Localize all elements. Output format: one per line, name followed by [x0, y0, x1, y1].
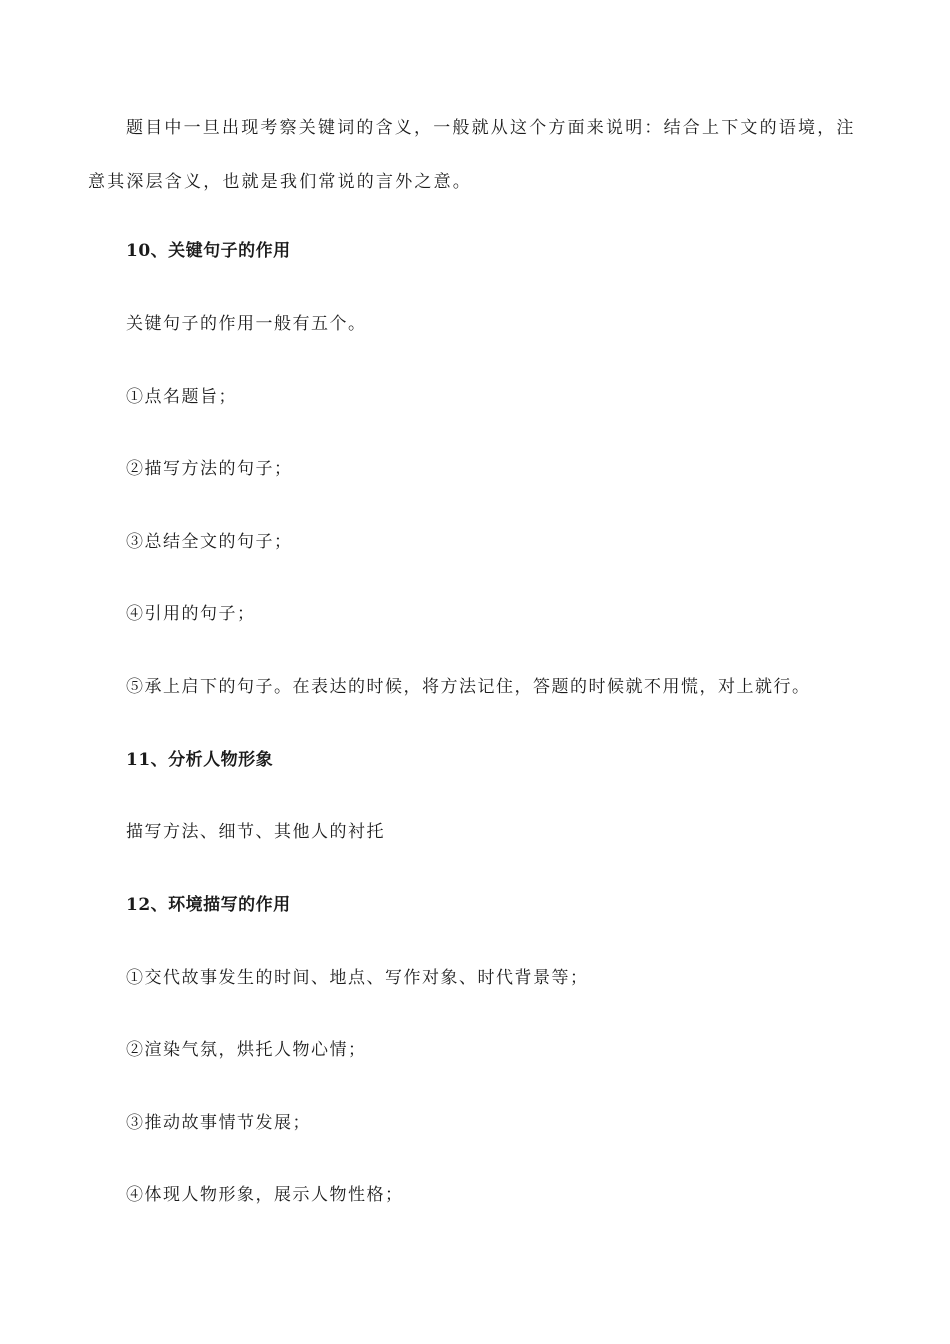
section-10-item-5: ⑤承上启下的句子。在表达的时候，将方法记住，答题的时候就不用慌，对上就行。 — [126, 677, 811, 697]
section-11-summary: 描写方法、细节、其他人的衬托 — [126, 822, 385, 842]
section-10-item-4: ④引用的句子； — [126, 604, 256, 624]
section-11-heading: 11、分析人物形象 — [126, 750, 274, 770]
section-12-item-3: ③推动故事情节发展； — [126, 1113, 311, 1133]
section-10-item-1: ①点名题旨； — [126, 387, 237, 407]
section-12-item-2: ②渲染气氛，烘托人物心情； — [126, 1040, 367, 1060]
intro-paragraph-line-2: 意其深层含义，也就是我们常说的言外之意。 — [88, 172, 472, 192]
section-10-item-2: ②描写方法的句子； — [126, 459, 293, 479]
section-10-heading: 10、关键句子的作用 — [126, 241, 291, 261]
section-12-heading: 12、环境描写的作用 — [126, 895, 291, 915]
intro-paragraph-line-1: 题目中一旦出现考察关键词的含义，一般就从这个方面来说明：结合上下文的语境，注 — [126, 118, 856, 138]
section-12-item-4: ④体现人物形象，展示人物性格； — [126, 1185, 404, 1205]
section-12-item-1: ①交代故事发生的时间、地点、写作对象、时代背景等； — [126, 968, 589, 988]
section-10-summary: 关键句子的作用一般有五个。 — [126, 314, 367, 334]
section-10-item-3: ③总结全文的句子； — [126, 532, 293, 552]
